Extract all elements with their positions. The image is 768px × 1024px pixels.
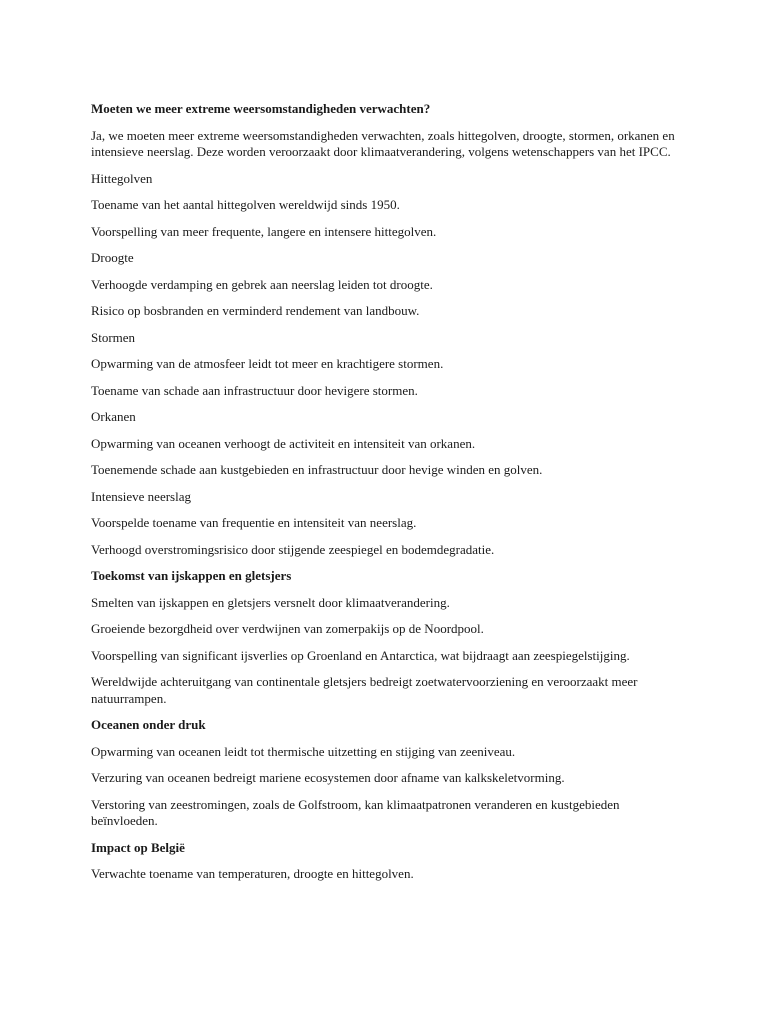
paragraph: Opwarming van de atmosfeer leidt tot meer en krachtigere stormen. xyxy=(91,356,444,371)
section-heading-hittegolven: Hittegolven xyxy=(91,170,153,186)
paragraph: Opwarming van oceanen leidt tot thermische uitzetting en stijging van zeeniveau. xyxy=(91,743,516,759)
paragraph: Voorspelling van significant ijsverlies op Groenland en Antarctica, wat bijdraagt aan zeespiegelstijging. xyxy=(91,647,630,663)
paragraph: Risico op bosbranden en verminderd rendement van landbouw. xyxy=(91,303,420,318)
paragraph: Verstoring van zeestromingen, zoals de Golfstroom, kan klimaatpatronen veranderen en kustgebieden beïnvloeden. xyxy=(91,796,620,828)
section-heading-neerslag: Intensieve neerslag xyxy=(91,488,191,504)
paragraph: Toenemende schade aan kustgebieden en infrastructuur door hevige winden en golven. xyxy=(91,462,543,477)
paragraph: Smelten van ijskappen en gletsjers versnelt door klimaatverandering. xyxy=(91,594,450,610)
paragraph: Wereldwijde achteruitgang van continentale gletsjers bedreigt zoetwatervoorziening en veroorzaakt meer natuurrampen. xyxy=(91,674,638,706)
intro-paragraph: Ja, we moeten meer extreme weersomstandigheden verwachten, zoals hittegolven, droogte, stormen, orkanen en intensieve neerslag. Deze worden veroorzaakt door klimaatverandering, volgens wetenschappers van het IPCC. xyxy=(91,127,675,159)
document-title: Moeten we meer extreme weersomstandigheden verwachten? xyxy=(91,101,431,116)
paragraph: Toename van het aantal hittegolven wereldwijd sinds 1950. xyxy=(91,197,400,212)
paragraph: Verhoogde verdamping en gebrek aan neerslag leiden tot droogte. xyxy=(91,276,433,292)
section-heading-ijskappen: Toekomst van ijskappen en gletsjers xyxy=(91,568,292,583)
section-heading-droogte: Droogte xyxy=(91,250,134,265)
paragraph: Voorspelling van meer frequente, langere en intensere hittegolven. xyxy=(91,223,437,239)
paragraph: Toename van schade aan infrastructuur door hevigere stormen. xyxy=(91,382,418,398)
section-heading-oceanen: Oceanen onder druk xyxy=(91,717,206,732)
paragraph: Voorspelde toename van frequentie en intensiteit van neerslag. xyxy=(91,515,417,530)
document-page xyxy=(91,101,681,893)
paragraph: Opwarming van oceanen verhoogt de activiteit en intensiteit van orkanen. xyxy=(91,435,476,451)
paragraph: Verzuring van oceanen bedreigt mariene ecosystemen door afname van kalkskeletvorming. xyxy=(91,770,565,785)
paragraph: Verhoogd overstromingsrisico door stijgende zeespiegel en bodemdegradatie. xyxy=(91,541,495,557)
section-heading-belgie: Impact op België xyxy=(91,839,185,855)
paragraph: Verwachte toename van temperaturen, droogte en hittegolven. xyxy=(91,866,414,881)
section-heading-orkanen: Orkanen xyxy=(91,409,136,424)
section-heading-stormen: Stormen xyxy=(91,329,136,345)
paragraph: Groeiende bezorgdheid over verdwijnen van zomerpakijs op de Noordpool. xyxy=(91,621,484,636)
